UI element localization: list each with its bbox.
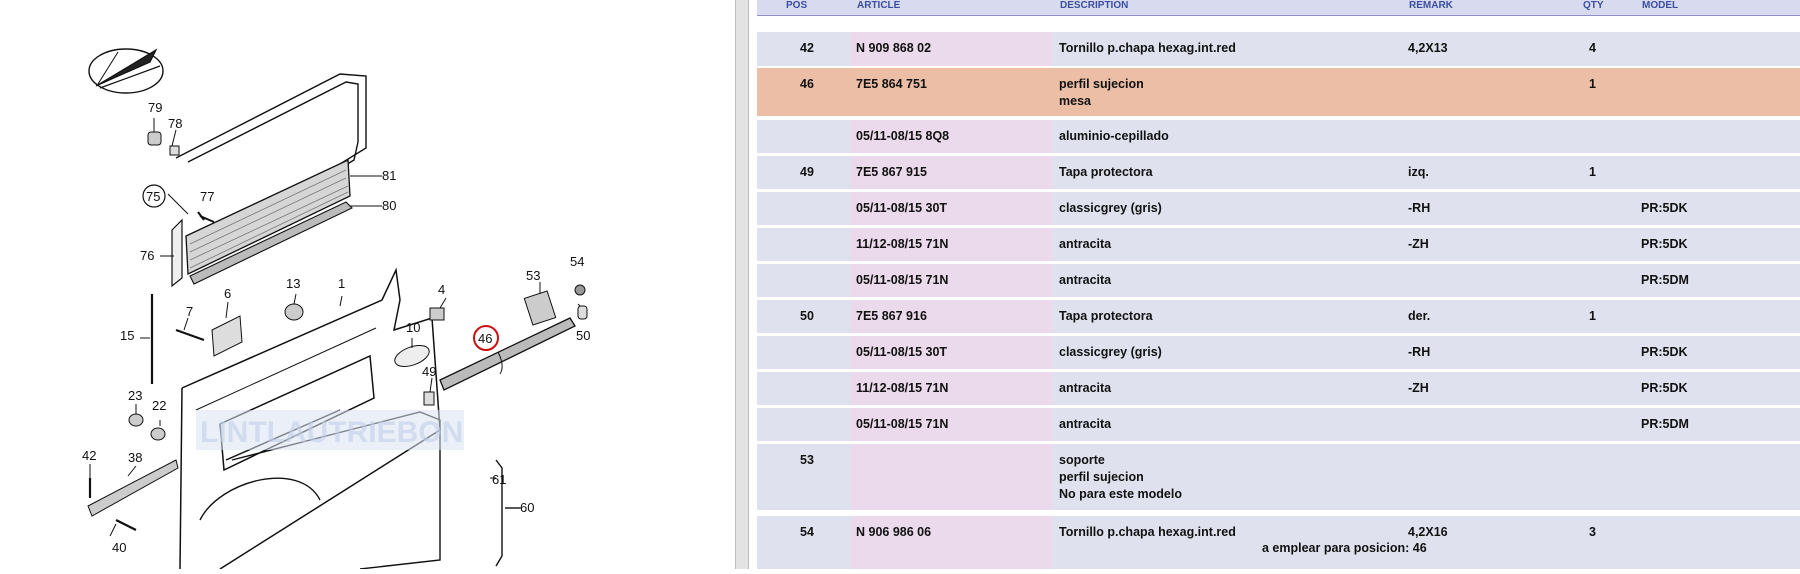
description-line: soporte xyxy=(1059,453,1105,467)
parts-list-panel xyxy=(757,0,1800,569)
bracket-part-53 xyxy=(524,291,555,325)
table-row[interactable] xyxy=(757,516,1800,569)
watermark-text: LINTLAUTRIEBON xyxy=(200,416,464,449)
cell-description xyxy=(1059,164,1153,181)
cell-qty: 1 xyxy=(1589,309,1596,323)
cell-article: 7E5 867 916 xyxy=(856,309,927,323)
cell-pos: 54 xyxy=(800,525,814,539)
callout-78[interactable]: 78 xyxy=(168,116,183,131)
screw-part-7 xyxy=(176,330,204,340)
table-row[interactable] xyxy=(757,120,1800,153)
callout-38[interactable]: 38 xyxy=(128,450,143,465)
callout-49[interactable]: 49 xyxy=(422,364,437,379)
mesh-panel-part xyxy=(186,160,352,284)
description-line: No para este modelo xyxy=(1059,487,1182,501)
cell-article: N 909 868 02 xyxy=(856,41,932,55)
bracket-part-6 xyxy=(212,316,242,356)
clip-part-22 xyxy=(151,428,165,440)
screw-part-40 xyxy=(116,520,136,530)
cell-model: PR:5DM xyxy=(1641,273,1689,287)
cell-description xyxy=(1059,524,1236,541)
description-line: Tornillo p.chapa hexag.int.red xyxy=(1059,525,1236,539)
callout-46[interactable]: 46 xyxy=(478,331,493,346)
description-line: antracita xyxy=(1059,237,1112,251)
cell-remark: der. xyxy=(1408,309,1431,323)
table-row[interactable] xyxy=(757,228,1800,261)
callout-54[interactable]: 54 xyxy=(570,254,585,269)
header-model[interactable]: MODEL xyxy=(1642,0,1679,11)
header-article[interactable]: ARTICLE xyxy=(857,0,901,11)
cell-article: 05/11-08/15 8Q8 xyxy=(856,129,950,143)
cell-article: 05/11-08/15 71N xyxy=(856,417,949,431)
callout-13[interactable]: 13 xyxy=(286,276,301,291)
exploded-view-drawing xyxy=(0,0,735,569)
screw-part-77 xyxy=(198,212,214,222)
cell-pos: 50 xyxy=(800,309,814,323)
description-line: Tornillo p.chapa hexag.int.red xyxy=(1059,41,1236,55)
pane-splitter[interactable] xyxy=(735,0,749,569)
article-column-shade xyxy=(851,444,1052,510)
cell-article: 7E5 864 751 xyxy=(856,77,927,91)
cell-description xyxy=(1059,236,1111,253)
callout-77[interactable]: 77 xyxy=(200,189,215,204)
callout-6[interactable]: 6 xyxy=(224,286,232,301)
clip-part-78 xyxy=(170,146,179,155)
cell-description xyxy=(1059,344,1162,361)
cell-pos: 46 xyxy=(800,77,814,91)
cell-description xyxy=(1059,380,1111,397)
callout-60[interactable]: 60 xyxy=(520,500,535,515)
cell-qty: 1 xyxy=(1589,165,1596,179)
trim-strip-part-38 xyxy=(88,460,178,516)
cell-remark: -RH xyxy=(1408,201,1431,215)
cap-part-50 xyxy=(578,306,587,319)
cell-pos: 49 xyxy=(800,165,814,179)
cell-article: 05/11-08/15 30T xyxy=(856,345,948,359)
cell-article: 7E5 867 915 xyxy=(856,165,927,179)
callout-79[interactable]: 79 xyxy=(148,100,163,115)
table-row[interactable] xyxy=(757,68,1800,116)
description-line: classicgrey (gris) xyxy=(1059,201,1162,215)
cell-model: PR:5DK xyxy=(1641,381,1688,395)
description-line: classicgrey (gris) xyxy=(1059,345,1162,359)
cell-description xyxy=(1059,308,1153,325)
clip-part-4 xyxy=(430,308,444,320)
cell-pos: 53 xyxy=(800,453,814,467)
table-row[interactable] xyxy=(757,372,1800,405)
screw-part-54 xyxy=(575,285,585,295)
usage-note: a emplear para posicion: 46 xyxy=(1262,541,1427,555)
cap-part-49 xyxy=(424,392,434,405)
cell-article: 05/11-08/15 71N xyxy=(856,273,949,287)
cell-model: PR:5DK xyxy=(1641,201,1688,215)
callout-50[interactable]: 50 xyxy=(576,328,591,343)
description-line: Tapa protectora xyxy=(1059,165,1153,179)
cell-remark: 4,2X16 xyxy=(1408,525,1448,539)
description-line: antracita xyxy=(1059,273,1112,287)
cell-article: N 906 986 06 xyxy=(856,525,932,539)
cell-description xyxy=(1059,76,1144,110)
cell-model: PR:5DK xyxy=(1641,345,1688,359)
callout-81[interactable]: 81 xyxy=(382,168,397,183)
description-line: antracita xyxy=(1059,381,1112,395)
cell-remark: 4,2X13 xyxy=(1408,41,1448,55)
cell-description xyxy=(1059,416,1111,433)
cell-remark: izq. xyxy=(1408,165,1429,179)
parts-diagram xyxy=(0,0,735,569)
callout-75[interactable]: 75 xyxy=(146,189,161,204)
cell-description xyxy=(1059,128,1169,145)
callout-42[interactable]: 42 xyxy=(82,448,97,463)
header-description[interactable]: DESCRIPTION xyxy=(1060,0,1129,11)
side-trim-part xyxy=(172,220,182,286)
cell-remark: -ZH xyxy=(1408,237,1429,251)
callout-22[interactable]: 22 xyxy=(152,398,167,413)
callout-23[interactable]: 23 xyxy=(128,388,143,403)
callout-1[interactable]: 1 xyxy=(338,276,346,291)
callout-53[interactable]: 53 xyxy=(526,268,541,283)
cell-description xyxy=(1059,200,1162,217)
orientation-icon xyxy=(89,49,163,93)
description-line: perfil sujecion xyxy=(1059,77,1144,91)
description-line: antracita xyxy=(1059,417,1112,431)
cell-qty: 1 xyxy=(1589,77,1596,91)
callout-4[interactable]: 4 xyxy=(438,282,446,297)
table-row[interactable] xyxy=(757,408,1800,441)
header-remark[interactable]: REMARK xyxy=(1409,0,1453,11)
table-header xyxy=(757,0,1800,16)
table-row[interactable] xyxy=(757,300,1800,333)
callout-7[interactable]: 7 xyxy=(186,304,194,319)
callout-80[interactable]: 80 xyxy=(382,198,397,213)
description-line: aluminio-cepillado xyxy=(1059,129,1169,143)
table-row[interactable] xyxy=(757,336,1800,369)
cell-model: PR:5DM xyxy=(1641,417,1689,431)
table-row[interactable] xyxy=(757,32,1800,66)
clip-part-79 xyxy=(148,132,161,145)
description-line: mesa xyxy=(1059,94,1091,108)
cell-description xyxy=(1059,272,1111,289)
description-line: perfil sujecion xyxy=(1059,470,1144,484)
callout-10[interactable]: 10 xyxy=(406,320,421,335)
cell-article: 11/12-08/15 71N xyxy=(856,381,949,395)
cell-remark: -RH xyxy=(1408,345,1431,359)
callout-61[interactable]: 61 xyxy=(492,472,507,487)
callout-15[interactable]: 15 xyxy=(120,328,135,343)
table-row[interactable] xyxy=(757,444,1800,510)
table-row[interactable] xyxy=(757,264,1800,297)
cell-article: 05/11-08/15 30T xyxy=(856,201,948,215)
table-row[interactable] xyxy=(757,156,1800,189)
cell-remark: -ZH xyxy=(1408,381,1429,395)
cell-qty: 4 xyxy=(1589,41,1596,55)
callout-76[interactable]: 76 xyxy=(140,248,155,263)
profile-part-46 xyxy=(440,318,575,390)
cell-description xyxy=(1059,452,1182,503)
description-line: Tapa protectora xyxy=(1059,309,1153,323)
callout-40[interactable]: 40 xyxy=(112,540,127,555)
header-pos[interactable]: POS xyxy=(786,0,808,11)
header-qty[interactable]: QTY xyxy=(1583,0,1604,11)
table-row[interactable] xyxy=(757,192,1800,225)
plug-part-13 xyxy=(285,304,303,320)
cell-pos: 42 xyxy=(800,41,814,55)
cell-model: PR:5DK xyxy=(1641,237,1688,251)
cell-description xyxy=(1059,40,1236,57)
cell-qty: 3 xyxy=(1589,525,1596,539)
clip-part-23 xyxy=(129,414,143,426)
cell-article: 11/12-08/15 71N xyxy=(856,237,949,251)
